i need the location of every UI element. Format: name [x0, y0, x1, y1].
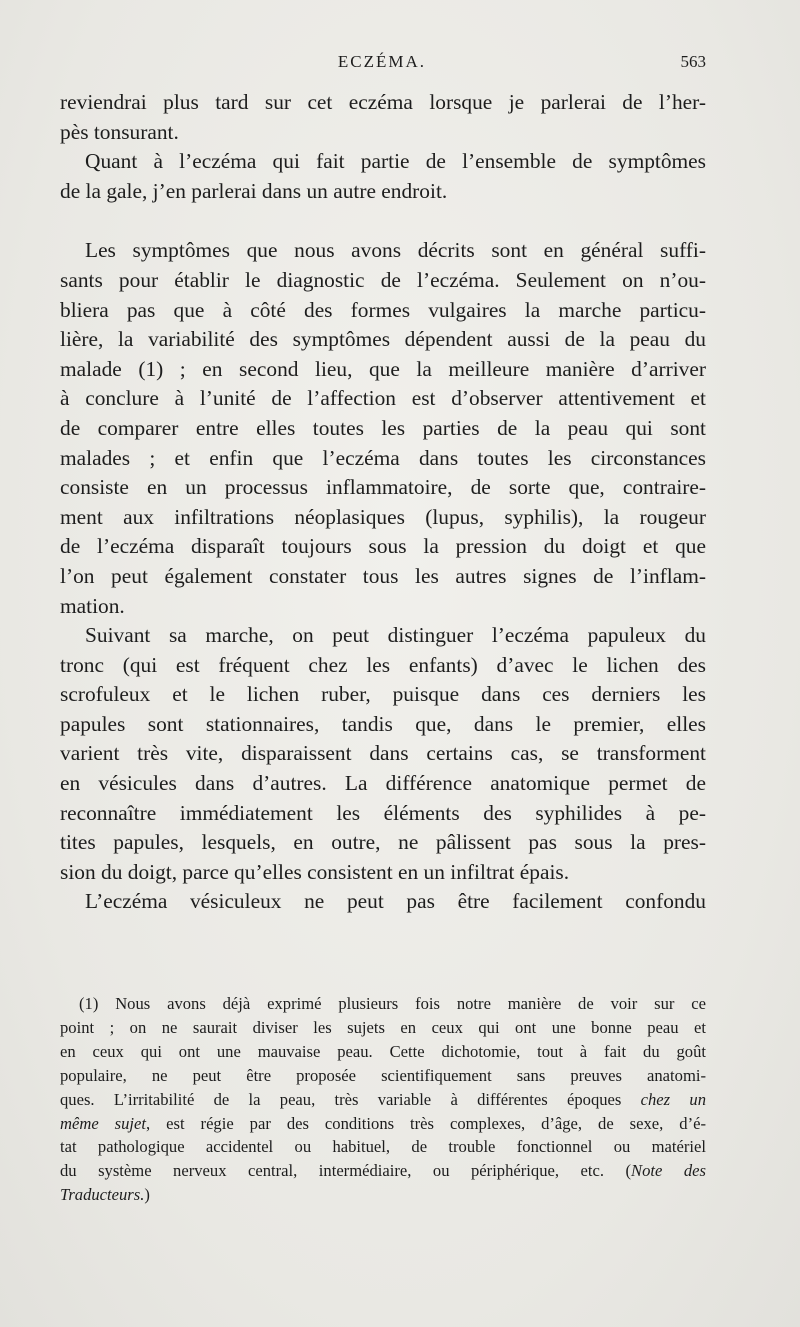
main-text: [60, 88, 706, 917]
text-line: malades ; et enfin que l’eczéma dans toutes les circonstances: [60, 445, 706, 470]
footnote-line: même sujet, est régie par des conditions très complexes, d’âge, de sexe, d’é-: [60, 1113, 706, 1133]
footnote-line: Traducteurs.): [60, 1185, 150, 1205]
paragraph-2: [60, 147, 706, 206]
text-line: reviendrai plus tard sur cet eczéma lorsque je parlerai de l’her-: [60, 90, 706, 114]
italic-text: chez un: [640, 1089, 706, 1109]
text-line: varient très vite, disparaissent dans certains cas, se transforment: [60, 741, 706, 766]
paragraph-3: [60, 236, 706, 621]
footnote-line: ques. L’irritabilité de la peau, très variable à différentes époques chez un: [60, 1089, 706, 1109]
text-line: l’on peut également constater tous les autres signes de l’inflam-: [60, 563, 706, 588]
paragraph-4: [60, 621, 706, 887]
italic-text: Traducteurs.: [60, 1185, 145, 1205]
text-line: sion du doigt, parce qu’elles consistent en un infiltrat épais.: [60, 859, 570, 884]
text-line: tites papules, lesquels, en outre, ne pâlissent pas sous la pres-: [60, 830, 706, 855]
text-line: pès tonsurant.: [60, 119, 179, 144]
footnote-line: du système nerveux central, intermédiaire, ou périphérique, etc. (Note des: [60, 1161, 706, 1181]
text-line: reconnaître immédiatement les éléments des syphilides à pe-: [60, 800, 706, 825]
text-line: ment aux infiltrations néoplasiques (lupus, syphilis), la rougeur: [60, 504, 706, 529]
text-line: malade (1) ; en second lieu, que la meilleure manière d’arriver: [60, 356, 706, 381]
text-line: de la gale, j’en parlerai dans un autre endroit.: [60, 178, 448, 203]
text-line: à conclure à l’unité de l’affection est d’observer attentivement et: [60, 386, 706, 411]
footnote-line: tat pathologique accidentel ou habituel, de trouble fonctionnel ou matériel: [60, 1137, 706, 1157]
text-line: sants pour établir le diagnostic de l’eczéma. Seulement on n’ou-: [60, 267, 706, 292]
text-line: tronc (qui est fréquent chez les enfants) d’avec le lichen des: [60, 652, 706, 677]
footnote-line: en ceux qui ont une mauvaise peau. Cette dichotomie, tout à fait du goût: [60, 1041, 706, 1061]
page-header: [58, 52, 706, 76]
paragraph-gap: [60, 206, 706, 236]
text-line: papules sont stationnaires, tandis que, dans le premier, elles: [60, 711, 706, 736]
text-line: de comparer entre elles toutes les parties de la peau qui sont: [60, 415, 706, 440]
footnote-line: (1) Nous avons déjà exprimé plusieurs fois notre manière de voir sur ce: [79, 994, 706, 1013]
italic-text: même sujet: [60, 1113, 147, 1133]
text-line: Quant à l’eczéma qui fait partie de l’ensemble de symptômes: [85, 149, 706, 174]
page-number: 563: [680, 52, 706, 71]
text-line: Les symptômes que nous avons décrits sont en général suffi-: [85, 238, 706, 263]
footnote-line: populaire, ne peut être proposée scientifiquement sans preuves anatomi-: [60, 1065, 706, 1085]
text-line: mation.: [60, 593, 125, 618]
footnote: [60, 992, 706, 1207]
text-line: Suivant sa marche, on peut distinguer l’eczéma papuleux du: [85, 623, 706, 648]
text-line: consiste en un processus inflammatoire, de sorte que, contraire-: [60, 475, 706, 500]
text-line: bliera pas que à côté des formes vulgaires la marche particu-: [60, 297, 706, 322]
text-line: de l’eczéma disparaît toujours sous la pression du doigt et que: [60, 534, 706, 559]
text-line: en vésicules dans d’autres. La différence anatomique permet de: [60, 771, 706, 796]
text-line: lière, la variabilité des symptômes dépendent aussi de la peau du: [60, 327, 706, 352]
running-title: ECZÉMA.: [337, 52, 427, 71]
footnote-line: point ; on ne saurait diviser les sujets en ceux qui ont une bonne peau et: [60, 1017, 706, 1037]
text-line: L’eczéma vésiculeux ne peut pas être facilement confondu: [85, 889, 706, 914]
paragraph-1: [60, 88, 706, 147]
text-line: scrofuleux et le lichen ruber, puisque dans ces derniers les: [60, 682, 706, 707]
paragraph-5: [60, 887, 706, 917]
italic-text: Note des: [631, 1161, 706, 1181]
